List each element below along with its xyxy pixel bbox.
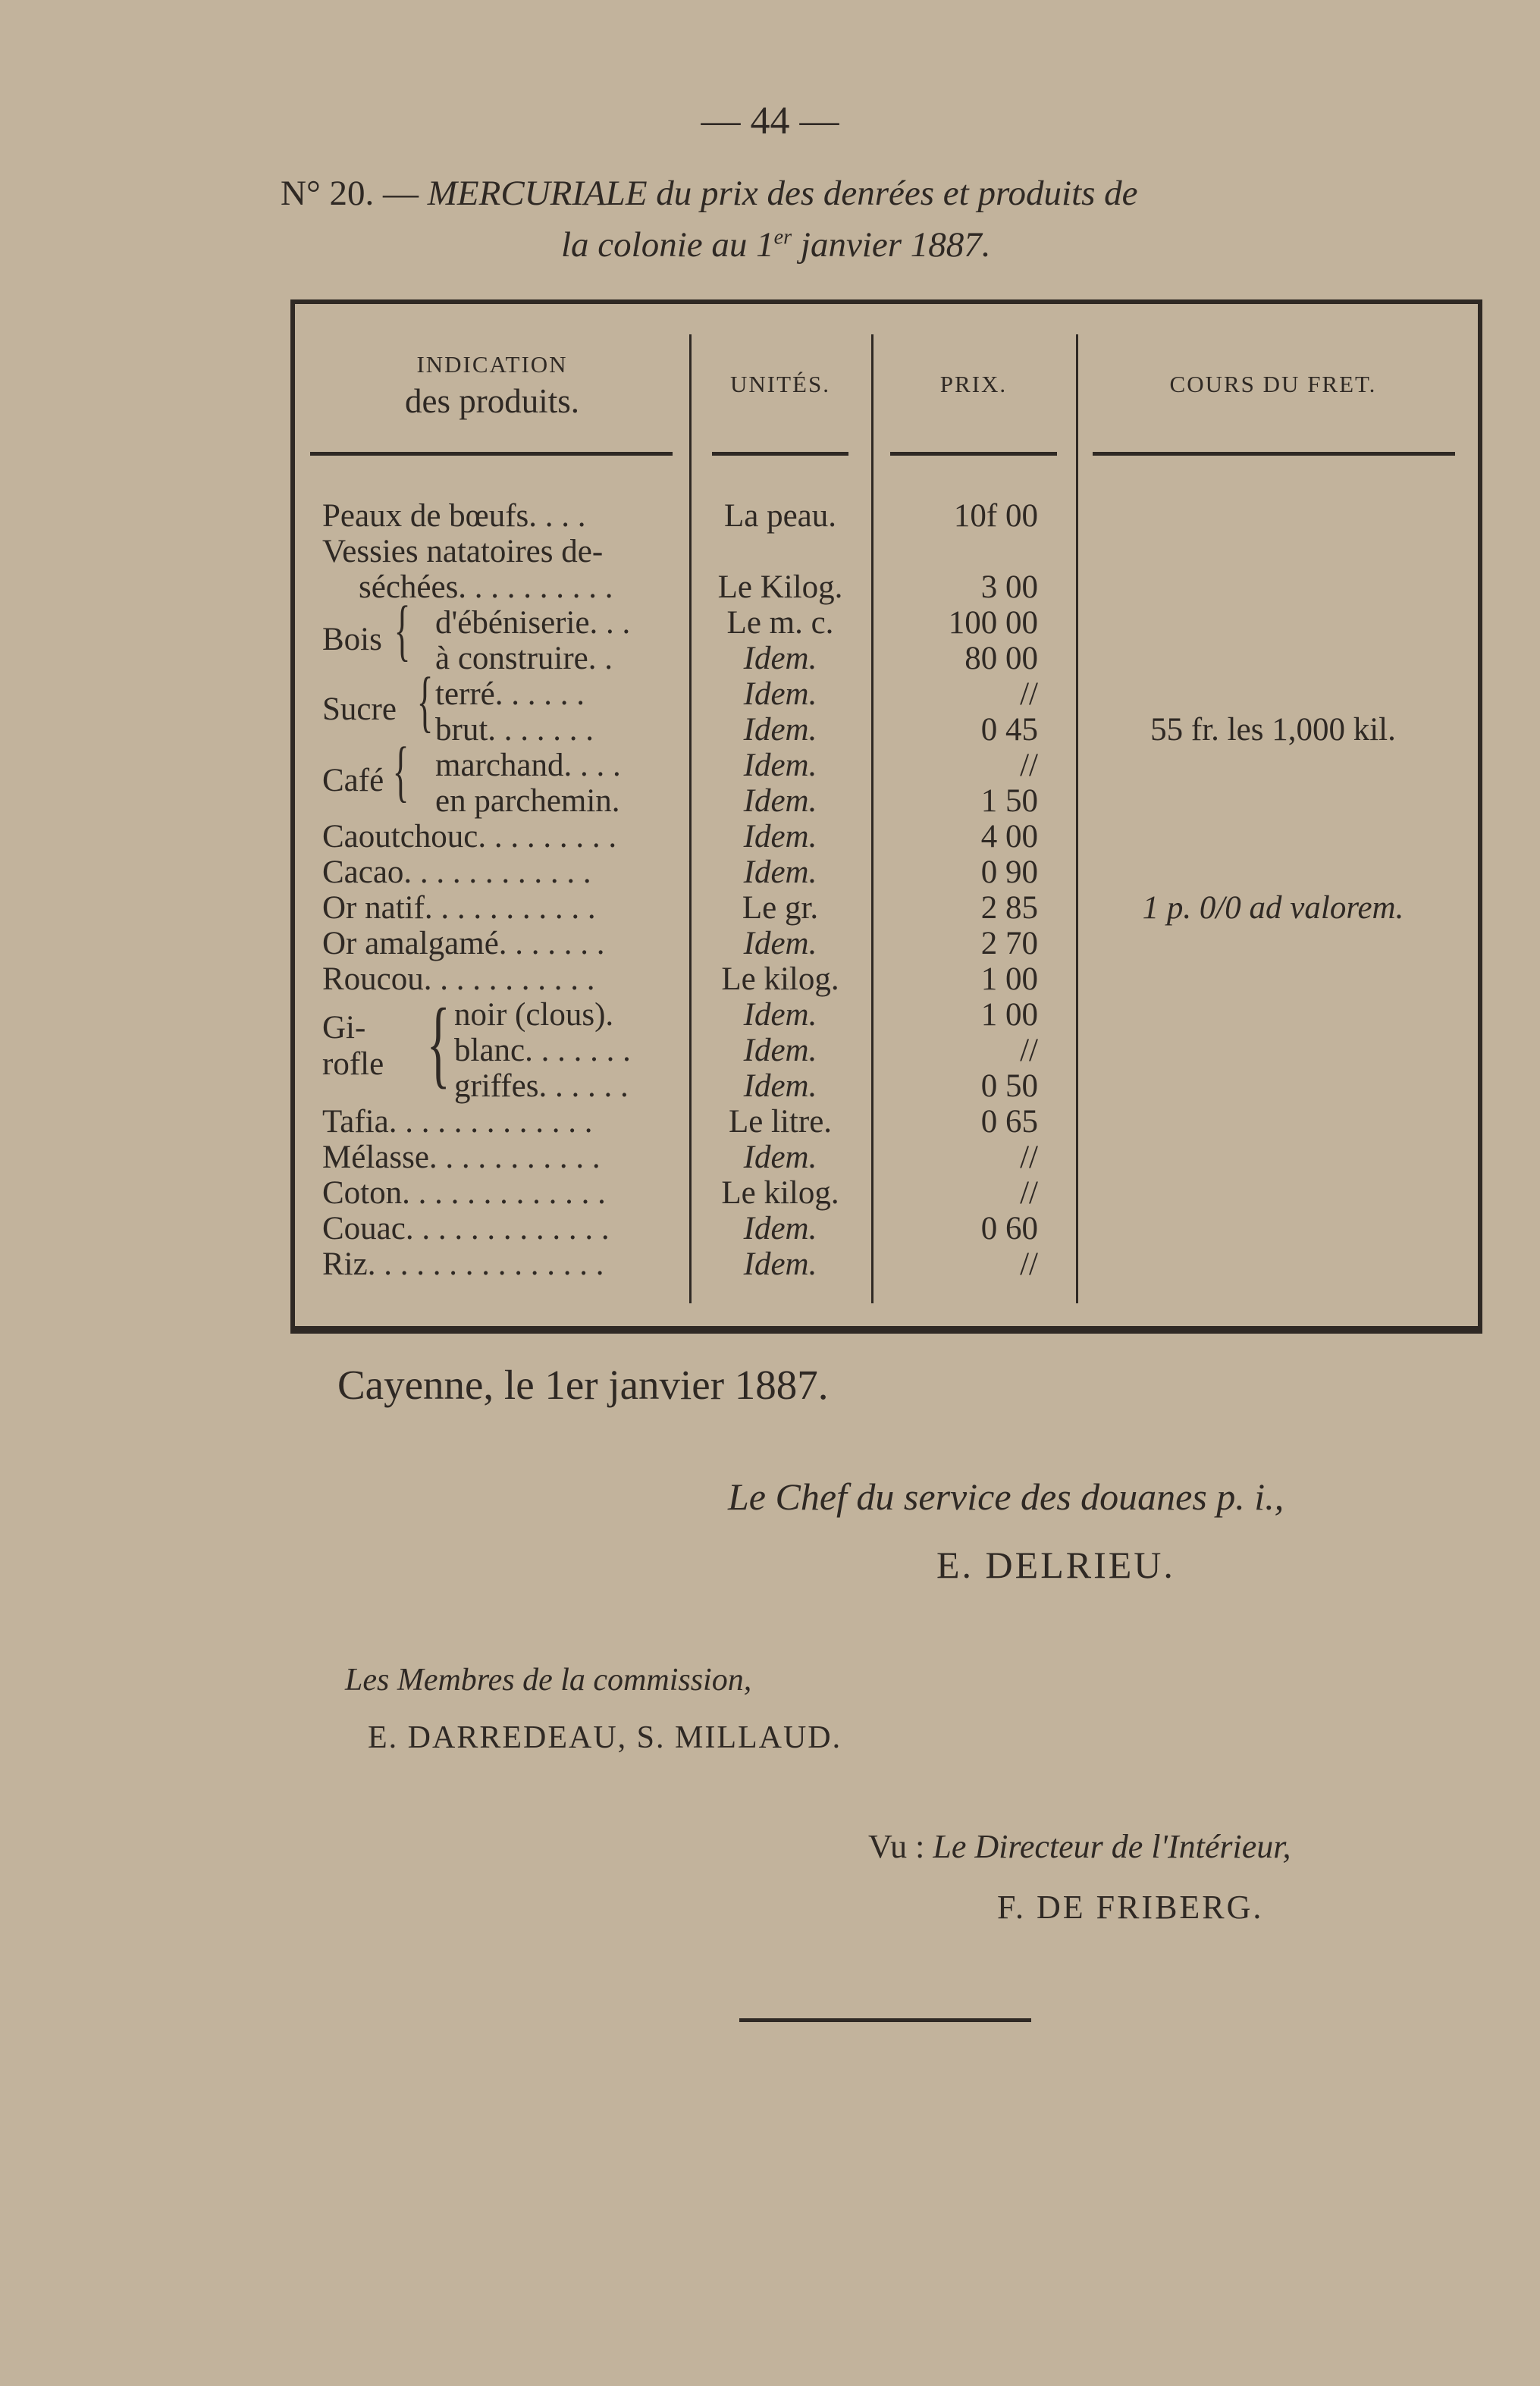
table-row: séchées. . . . . . . . . . Le Kilog. 3 00 — [359, 569, 1038, 605]
table-row: brut. . . . . . . Idem. 0 45 55 fr. les 1,000 kil. — [435, 712, 1396, 748]
members-title: Les Membres de la commission, — [345, 1663, 752, 1698]
chef-signature-name: E. DELRIEU. — [936, 1544, 1175, 1586]
table-row: Roucou. . . . . . . . . . . Le kilog. 1 00 — [322, 961, 1038, 997]
vu-label: Vu : — [868, 1828, 925, 1865]
table-row: Or natif. . . . . . . . . . . Le gr. 2 85 1 p. 0/0 ad valorem. — [322, 890, 1404, 926]
brace-icon: { — [394, 593, 411, 668]
director-title: Le Directeur de l'Intérieur, — [933, 1828, 1291, 1865]
header-rule — [890, 452, 1057, 456]
table-row: terré. . . . . . Idem. // — [435, 676, 1038, 712]
table-row: Mélasse. . . . . . . . . . . Idem. // — [322, 1140, 1038, 1175]
document-number: N° 20. — — [281, 174, 419, 213]
table-row: marchand. . . . Idem. // — [435, 748, 1038, 783]
brace-icon: { — [426, 989, 450, 1098]
table-row: Couac. . . . . . . . . . . . . Idem. 0 60 — [322, 1211, 1038, 1246]
table-row: griffes. . . . . . Idem. 0 50 — [454, 1068, 1038, 1104]
vu-line — [868, 1827, 1291, 1866]
table-row: Riz. . . . . . . . . . . . . . . Idem. // — [322, 1246, 1038, 1282]
chef-title: Le Chef du service des douanes p. i., — [728, 1475, 1284, 1518]
price-table — [290, 299, 1482, 1334]
brace-icon: { — [392, 734, 409, 809]
header-rule — [1093, 452, 1455, 456]
director-name: F. DE FRIBERG. — [997, 1889, 1264, 1926]
group-label-girofle-1: Gi- — [322, 1010, 366, 1046]
table-row: Coton. . . . . . . . . . . . . Le kilog. // — [322, 1175, 1038, 1211]
document-title-line-2: la colonie au 1er janvier 1887. — [561, 225, 991, 265]
document-title: MERCURIALE du prix des denrées et produits de — [427, 174, 1138, 213]
header-units: UNITÉS. — [730, 371, 830, 397]
table-row: en parchemin. Idem. 1 50 — [435, 783, 1038, 819]
group-label-sucre: Sucre — [322, 691, 397, 727]
table-row: Vessies natatoires de- — [322, 534, 604, 569]
place-date: Cayenne, le 1er janvier 1887. — [337, 1362, 829, 1408]
table-row: Or amalgamé. . . . . . . Idem. 2 70 — [322, 926, 1038, 961]
header-price: PRIX. — [939, 371, 1008, 397]
table-row: à construire. . Idem. 80 00 — [435, 641, 1038, 676]
closing-rule — [739, 2018, 1031, 2022]
header-rule — [310, 452, 673, 456]
group-label-girofle-2: rofle — [322, 1046, 384, 1082]
header-rule — [712, 452, 848, 456]
table-row: Caoutchouc. . . . . . . . . Idem. 4 00 — [322, 819, 1038, 854]
group-label-bois: Bois — [322, 622, 382, 657]
page-number: — 44 — — [701, 99, 839, 143]
group-label-cafe: Café — [322, 763, 384, 798]
table-row: Peaux de bœufs. . . . La peau. 10f 00 — [322, 498, 1038, 534]
brace-icon: { — [416, 664, 434, 739]
header-products: INDICATION des produits. — [405, 351, 579, 420]
table-row: Tafia. . . . . . . . . . . . . Le litre. 0 65 — [322, 1104, 1038, 1140]
table-row: noir (clous). Idem. 1 00 — [454, 997, 1038, 1033]
table-row: blanc. . . . . . . Idem. // — [454, 1033, 1038, 1068]
table-row: d'ébéniserie. . . Le m. c. 100 00 — [435, 605, 1038, 641]
members-names: E. DARREDEAU, S. MILLAUD. — [368, 1720, 842, 1755]
table-row: Cacao. . . . . . . . . . . . Idem. 0 90 — [322, 854, 1038, 890]
header-freight: COURS DU FRET. — [1169, 371, 1377, 397]
document-title-line-1 — [281, 173, 1138, 214]
